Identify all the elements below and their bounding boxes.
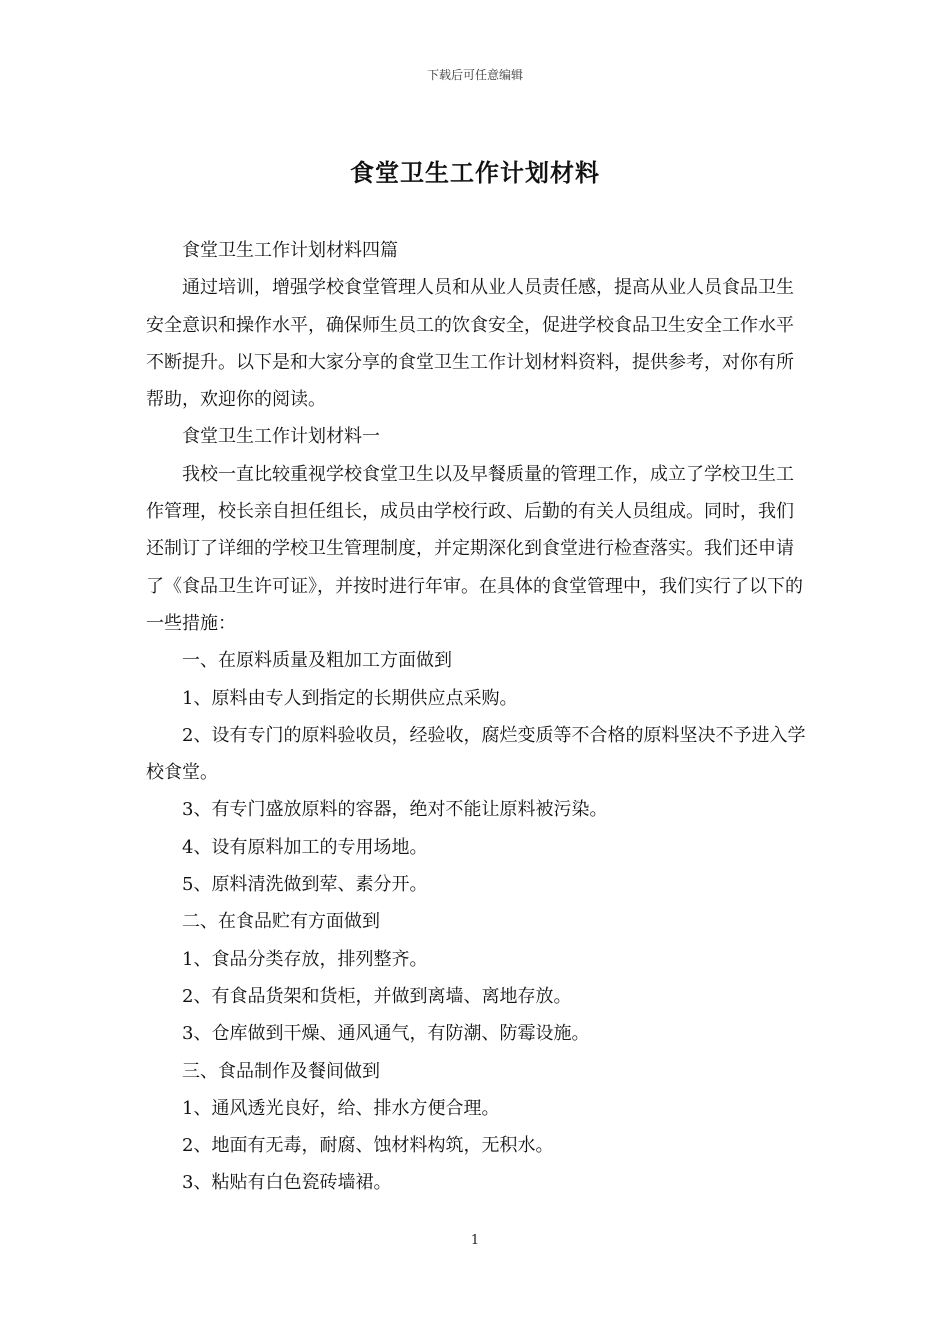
list-item: 1、通风透光良好，给、排水方便合理。	[182, 1097, 500, 1119]
list-item: 3、仓库做到干燥、通风通气，有防潮、防霉设施。	[182, 1023, 590, 1045]
list-heading: 三、食品制作及餐间做到	[182, 1060, 380, 1082]
list-item: 2、有食品货架和货柜，并做到离墙、离地存放。	[182, 985, 572, 1007]
list-item: 2、地面有无毒，耐腐、蚀材料构筑，无积水。	[182, 1135, 554, 1157]
page-number: 1	[470, 1233, 480, 1248]
list-item: 3、粘贴有白色瓷砖墙裙。	[182, 1172, 392, 1194]
list-item: 1、原料由专人到指定的长期供应点采购。	[182, 687, 518, 709]
list-item: 5、原料清洗做到荤、素分开。	[182, 874, 428, 896]
list-item: 4、设有原料加工的专用场地。	[182, 836, 428, 858]
list-item: 3、有专门盛放原料的容器，绝对不能让原料被污染。	[182, 799, 608, 821]
list-item: 1、食品分类存放，排列整齐。	[182, 948, 428, 970]
paragraph-intro: 通过培训，增强学校食堂管理人员和从业人员责任感，提高从业人员食品卫生安全意识和操作水平，确保师生员工的饮食安全，促进学校食品卫生安全工作水平不断提升。以下是和大家分享的食堂卫生工作计划材料资料，提供参考，对你有所帮助，欢迎你的阅读。	[146, 277, 794, 411]
document-body	[146, 232, 810, 1202]
list-item: 2、设有专门的原料验收员，经验收，腐烂变质等不合格的原料坚决不予进入学校食堂。	[146, 724, 806, 784]
list-heading: 一、在原料质量及粗加工方面做到	[182, 650, 452, 672]
paragraph-subtitle: 食堂卫生工作计划材料四篇	[182, 240, 398, 261]
section-heading: 食堂卫生工作计划材料一	[182, 426, 380, 448]
paragraph: 我校一直比较重视学校食堂卫生以及早餐质量的管理工作，成立了学校卫生工作管理，校长亲自担任组长，成员由学校行政、后勤的有关人员组成。同时，我们还制订了详细的学校卫生管理制度，并定期深化到食堂进行检查落实。我们还申请了《食品卫生许可证》，并按时进行年审。在具体的食堂管理中，我们实行了以下的一些措施：	[146, 463, 803, 634]
document-title: 食堂卫生工作计划材料	[350, 158, 600, 187]
header-note: 下载后可任意编辑	[426, 68, 523, 82]
list-heading: 二、在食品贮有方面做到	[182, 911, 380, 933]
